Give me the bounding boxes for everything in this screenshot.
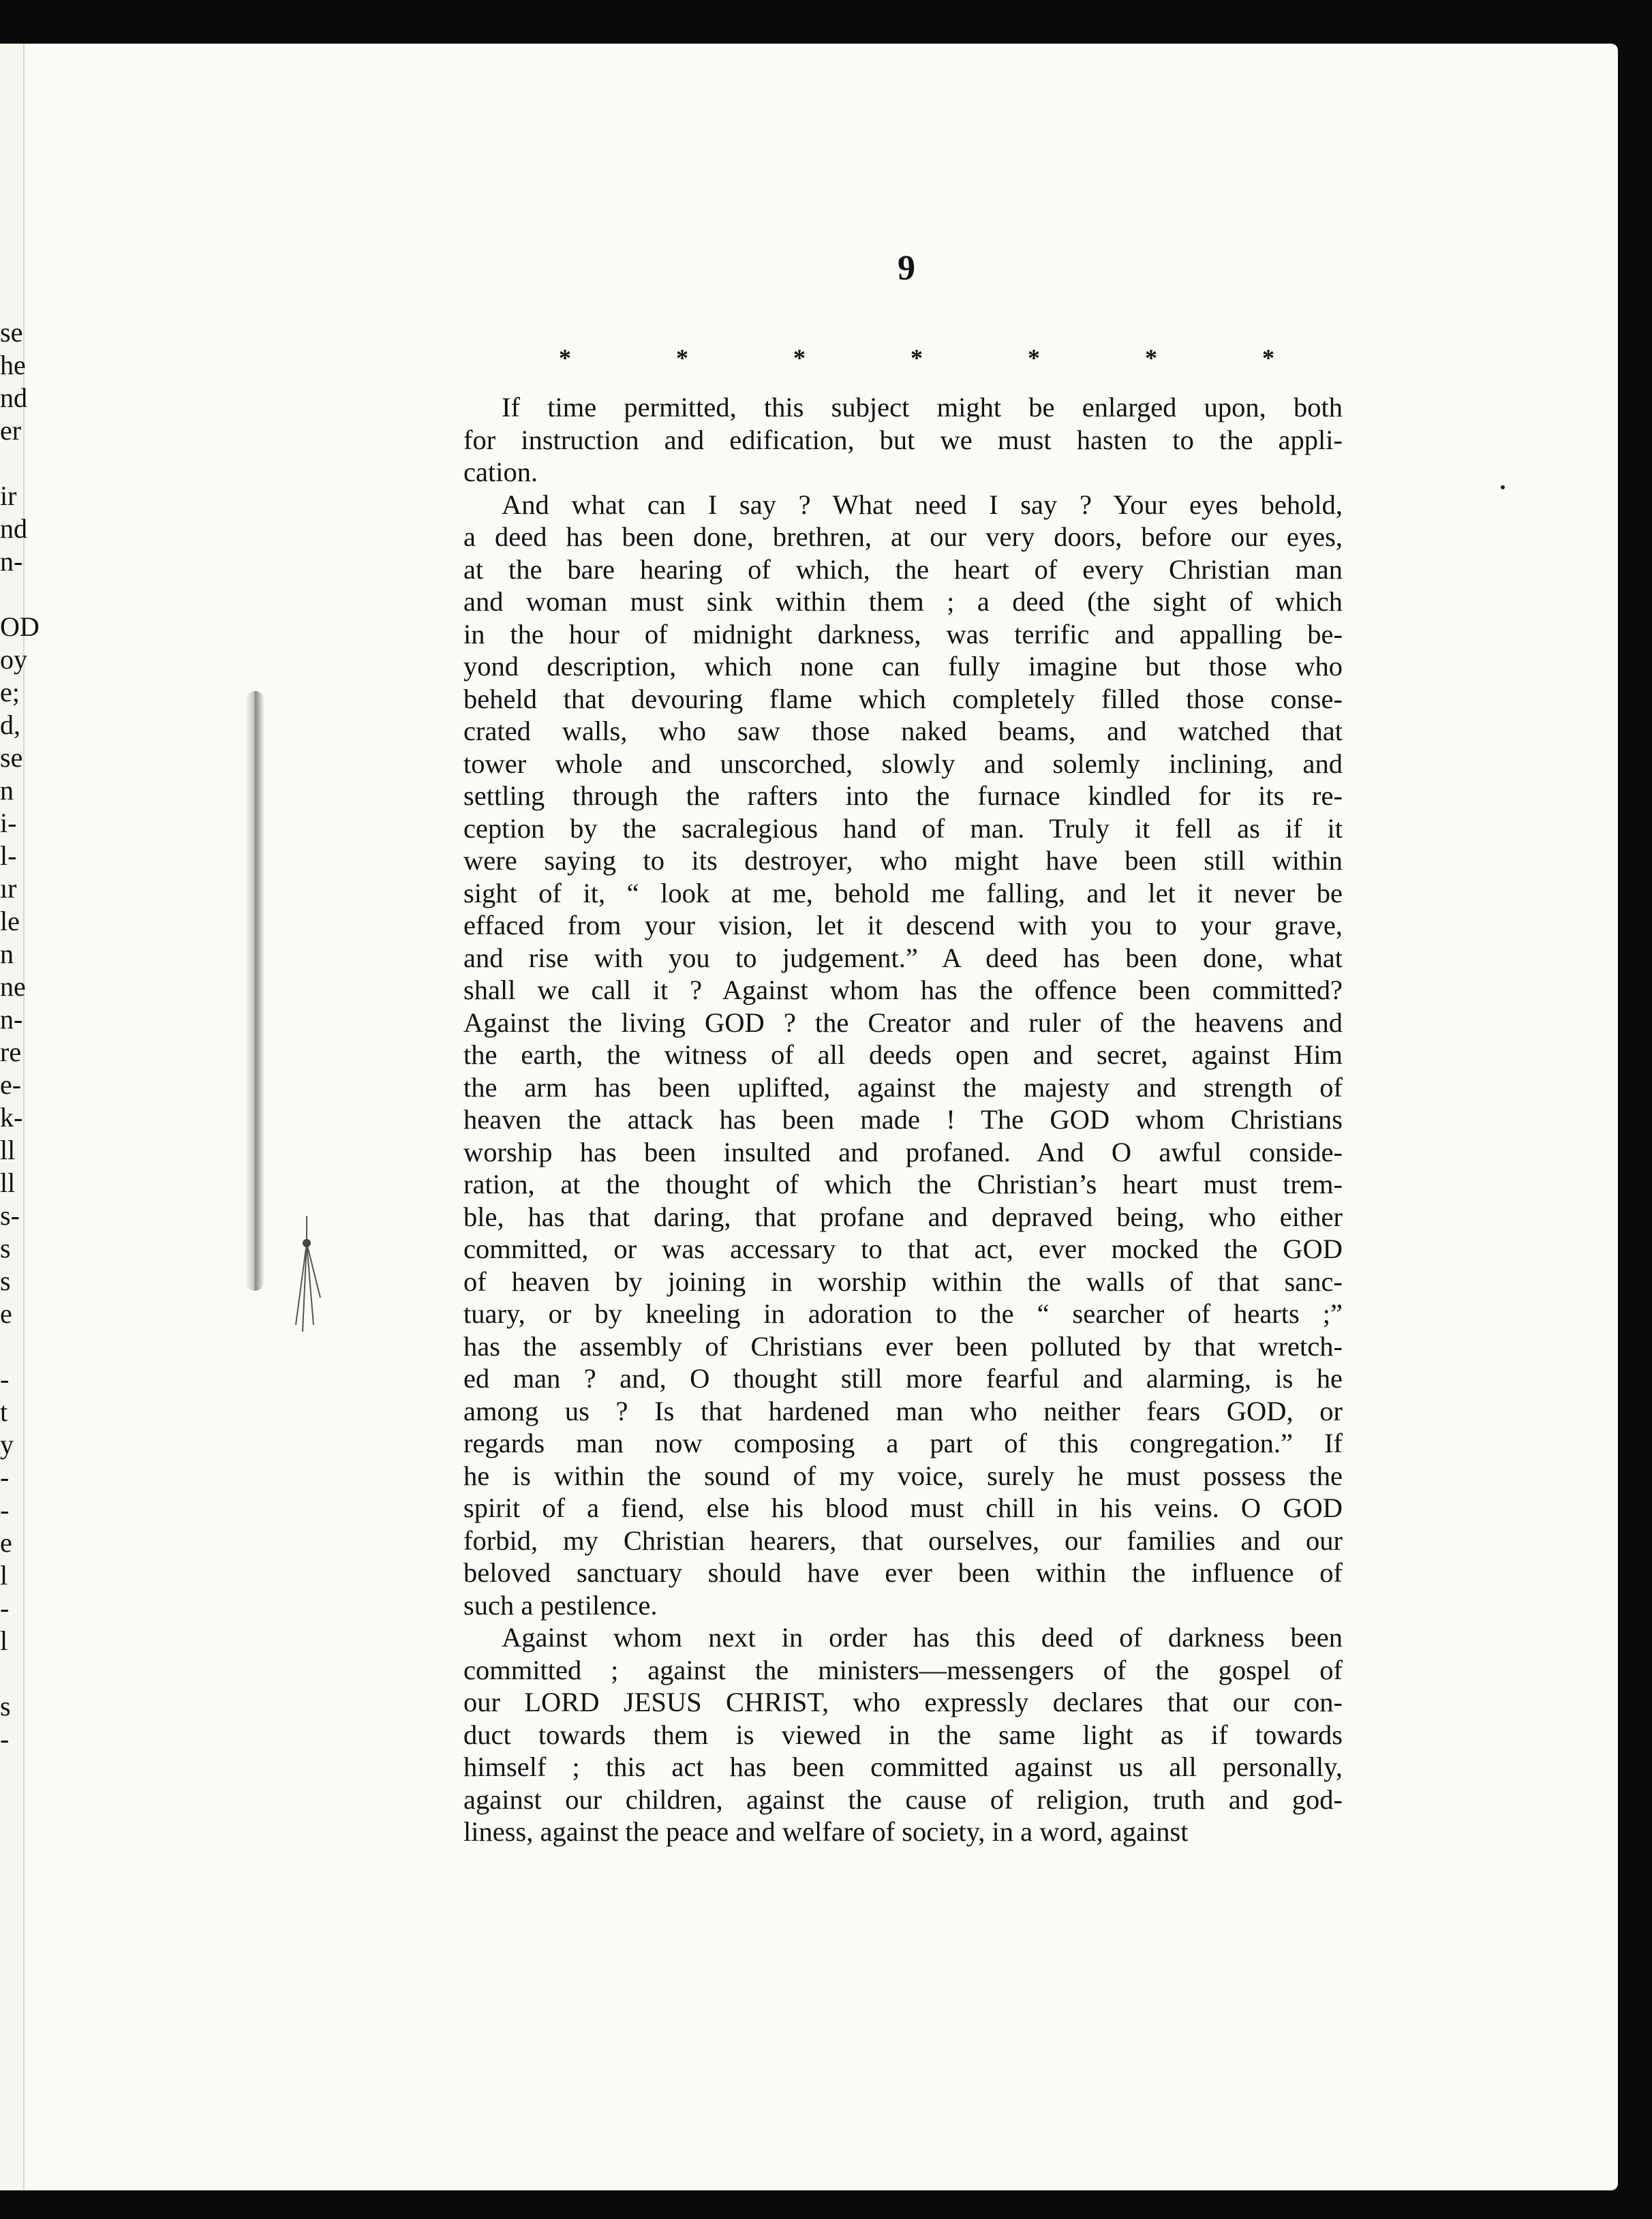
asterisk: * (1028, 344, 1040, 371)
cut-fragment: ir (0, 480, 17, 511)
cut-fragment: e (0, 1527, 12, 1558)
fold-crease-mark (286, 1216, 327, 1338)
cut-fragment: - (0, 1364, 10, 1394)
cut-fragment (0, 447, 31, 480)
cut-fragment: k- (0, 1102, 23, 1133)
text-line: a deed has been done, brethren, at our very doors, before our eyes, (463, 521, 1343, 552)
text-line: committed, or was accessary to that act, ever mocked the GOD (463, 1234, 1343, 1264)
cut-fragment: ll (0, 1167, 16, 1198)
cut-fragment: n (0, 938, 14, 969)
text-line: against our children, against the cause of religion, truth and god- (463, 1784, 1343, 1815)
cut-fragment: he (0, 350, 26, 380)
cut-fragment: ne (0, 971, 26, 1002)
text-line: worship has been insulted and profaned. And O awful conside- (463, 1136, 1343, 1167)
cut-fragment: s (0, 1266, 11, 1296)
cut-fragment (0, 1657, 31, 1690)
text-line: tuary, or by kneeling in adoration to the “ searcher of hearts ;” (463, 1298, 1343, 1329)
text-line: beloved sanctuary should have ever been within the influence of (463, 1557, 1343, 1588)
text-line: If time permitted, this subject might be enlarged upon, both (502, 392, 1343, 423)
cut-fragment: oy (0, 644, 27, 675)
text-line: were saying to its destroyer, who might have been still within (463, 845, 1343, 876)
cut-fragment: - (0, 1724, 10, 1754)
cut-fragment: l (0, 1560, 8, 1591)
cut-fragment: s (0, 1233, 11, 1264)
cut-fragment: nd (0, 513, 27, 544)
text-line: ed man ? and, O thought still more fearful and alarming, is he (463, 1363, 1343, 1394)
asterisk: * (911, 344, 923, 371)
text-line: Against the living GOD ? the Creator and ruler of the heavens and (463, 1007, 1343, 1038)
cut-fragment: i- (0, 808, 17, 838)
text-line: has the assembly of Christians ever been polluted by that wretch- (463, 1330, 1343, 1362)
cut-fragment: e- (0, 1069, 22, 1100)
cut-fragment: t (0, 1396, 8, 1427)
text-line: such a pestilence. (463, 1589, 658, 1621)
cut-fragment: le (0, 906, 20, 936)
text-line: ble, has that daring, that profane and depraved being, who either (463, 1201, 1343, 1232)
cut-fragment: n- (0, 1004, 23, 1035)
text-line: heaven the attack has been made ! The GOD whom Christians (463, 1104, 1343, 1135)
text-line: effaced from your vision, let it descend with you to your grave, (463, 910, 1343, 940)
page-fold-shadow (245, 691, 264, 1291)
text-line: sight of it, “ look at me, behold me falling, and let it never be (463, 877, 1343, 908)
text-line: the earth, the witness of all deeds open and secret, against Him (463, 1039, 1343, 1070)
text-line: ception by the sacralegious hand of man. Truly it fell as if it (463, 812, 1343, 844)
text-line: forbid, my Christian hearers, that ourselves, our families and our (463, 1525, 1343, 1556)
cut-fragment: er (0, 415, 22, 446)
asterisk: * (559, 344, 571, 371)
cut-fragment: ır (0, 873, 17, 904)
cut-fragment: l (0, 1625, 8, 1656)
document-page (0, 44, 1618, 2190)
asterisk: * (793, 344, 806, 371)
text-line: spirit of a fiend, else his blood must chill in his veins. O GOD (463, 1493, 1343, 1523)
text-line: in the hour of midnight darkness, was terrific and appalling be- (463, 618, 1343, 649)
cut-fragment: se (0, 742, 23, 773)
text-line: committed ; against the ministers—messengers of the gospel of (463, 1654, 1343, 1685)
cut-fragment: y (0, 1429, 14, 1460)
ink-speck (1501, 485, 1505, 489)
text-line: And what can I say ? What need I say ? Your eyes behold, (502, 489, 1343, 520)
cut-fragment (0, 578, 31, 611)
text-line: Against whom next in order has this deed of darkness been (502, 1622, 1343, 1653)
cut-fragment: re (0, 1037, 22, 1067)
cut-fragment: n (0, 775, 14, 806)
asterisk: * (1145, 344, 1157, 371)
text-line: himself ; this act has been committed against us all personally, (463, 1751, 1343, 1782)
cut-fragment: se (0, 317, 23, 348)
section-break-asterisks (559, 343, 1274, 372)
text-line: settling through the rafters into the furnace kindled for its re- (463, 780, 1343, 811)
text-line: and woman must sink within them ; a deed (the sight of which (463, 586, 1343, 617)
cut-fragment: l- (0, 840, 17, 871)
text-line: at the bare hearing of which, the heart of every Christian man (463, 553, 1343, 585)
cut-fragment: - (0, 1593, 10, 1623)
cut-fragment: nd (0, 382, 27, 413)
text-line: shall we call it ? Against whom has the offence been committed? (463, 975, 1343, 1005)
paragraph (463, 391, 1343, 489)
text-line: among us ? Is that hardened man who neither fears GOD, or (463, 1395, 1343, 1426)
text-line: for instruction and edification, but we must hasten to the appli- (463, 424, 1343, 455)
text-line: the arm has been uplifted, against the majesty and strength of (463, 1071, 1343, 1103)
text-line: ration, at the thought of which the Christian’s heart must trem- (463, 1169, 1343, 1199)
cut-fragment: e; (0, 677, 20, 707)
text-line: cation. (463, 457, 538, 487)
cut-fragment: e (0, 1298, 12, 1329)
previous-page-cut-text (0, 316, 40, 1756)
asterisk: * (676, 344, 688, 371)
paragraph (463, 489, 1343, 1622)
text-line: of heaven by joining in worship within the walls of that sanc- (463, 1266, 1343, 1297)
cut-fragment: s- (0, 1200, 20, 1231)
cut-fragment: - (0, 1462, 10, 1493)
text-line: and rise with you to judgement.” A deed has been done, what (463, 942, 1343, 973)
text-line: beheld that devouring flame which completely filled those conse- (463, 683, 1343, 714)
cut-fragment: - (0, 1495, 10, 1525)
cut-fragment: s (0, 1691, 11, 1721)
text-line: regards man now composing a part of this congregation.” If (463, 1428, 1343, 1458)
cut-fragment: OD (0, 611, 40, 642)
sermon-text (463, 391, 1343, 1848)
cut-fragment: ll (0, 1135, 16, 1165)
text-line: our LORD JESUS CHRIST, who expressly declares that our con- (463, 1687, 1343, 1717)
text-line: he is within the sound of my voice, surely he must possess the (463, 1460, 1343, 1491)
text-line: crated walls, who saw those naked beams, and watched that (463, 716, 1343, 746)
text-line: liness, against the peace and welfare of society, in a word, against (463, 1816, 1189, 1847)
cut-fragment: d, (0, 709, 20, 740)
paragraph (463, 1621, 1343, 1848)
cut-fragment (0, 1330, 31, 1363)
text-line: duct towards them is viewed in the same light as if towards (463, 1719, 1343, 1750)
cut-fragment: n- (0, 546, 23, 577)
page-number: 9 (898, 249, 915, 288)
asterisk: * (1262, 344, 1274, 371)
text-line: tower whole and unscorched, slowly and solemly inclining, and (463, 748, 1343, 779)
text-line: yond description, which none can fully imagine but those who (463, 651, 1343, 682)
